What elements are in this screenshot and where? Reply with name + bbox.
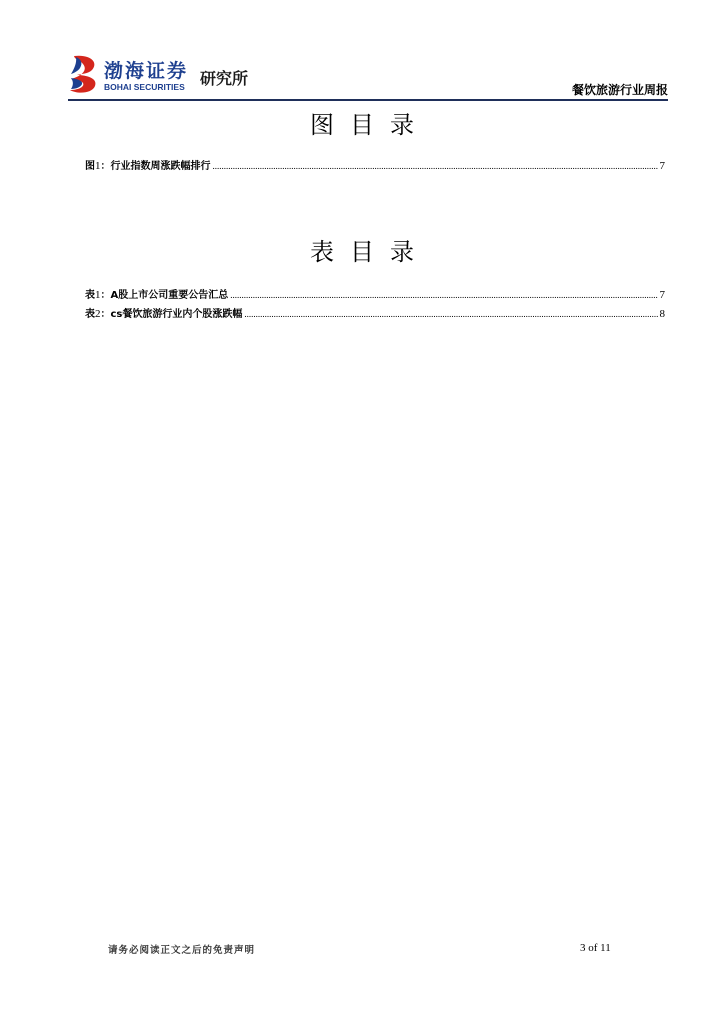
toc-entry-label: 表2：cs餐饮旅游行业内个股涨跌幅 [85,308,243,320]
toc-entry-label: 表1：A股上市公司重要公告汇总 [85,289,229,301]
toc-page-number: 7 [659,160,665,172]
toc-entry-figure-1[interactable] [85,157,665,176]
logo-institute-label: 研究所 [200,69,249,88]
toc-dot-leader [213,161,658,171]
bohai-logo-icon [68,54,102,94]
report-title: 餐饮旅游行业周报 [571,83,668,97]
logo-english-name: BOHAI SECURITIES [104,82,185,92]
toc-entry-label: 图1：行业指数周涨跌幅排行 [85,160,211,172]
toc-entry-table-1[interactable] [85,286,665,305]
bohai-securities-logo [68,54,268,98]
figure-list [85,157,665,176]
header-divider [68,99,668,101]
page-indicator: 3 of 11 [580,942,611,954]
table-list-heading: 表目录 [310,238,430,266]
toc-dot-leader [244,309,657,319]
figure-list-heading: 图目录 [310,111,430,139]
toc-page-number: 7 [659,289,665,301]
toc-entry-table-2[interactable] [85,305,665,324]
toc-page-number: 8 [659,308,665,320]
page-header [68,50,668,100]
footer-disclaimer: 请务必阅读正文之后的免责声明 [108,945,256,956]
logo-chinese-name: 渤海证券 [104,60,189,82]
table-list [85,286,665,324]
toc-dot-leader [230,290,657,300]
